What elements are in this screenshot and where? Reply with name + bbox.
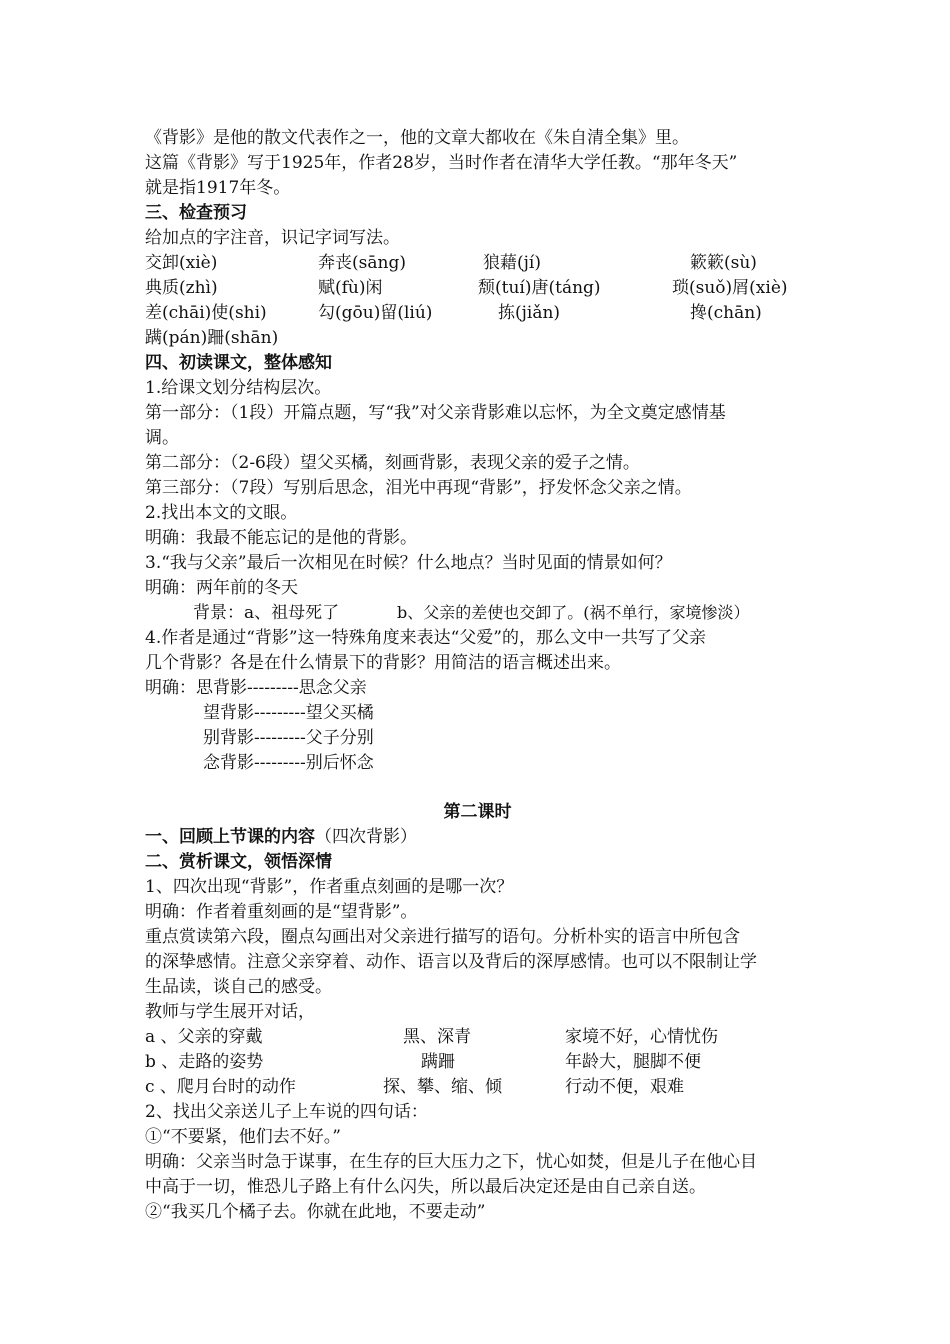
vocab-item: 赋(fù)闲 [318, 278, 383, 298]
table-row [145, 1075, 810, 1099]
body-line: 明确：我最不能忘记的是他的背影。 [145, 528, 417, 548]
body-line: 第二部分：（2-6段）望父买橘，刻画背影，表现父亲的爱子之情。 [145, 453, 640, 473]
table-row [145, 1050, 810, 1074]
body-line: 第一部分：（1段）开篇点题，写“我”对父亲背影难以忘怀，为全文奠定感情基 [145, 403, 726, 423]
vocab-row [145, 251, 810, 275]
heading-note: （四次背影） [315, 827, 417, 847]
vocab-item: 交卸(xiè) [145, 253, 218, 273]
body-line: 第三部分：（7段）写别后思念，泪光中再现“背影”，抒发怀念父亲之情。 [145, 478, 692, 498]
body-line: 1、四次出现“背影”，作者重点刻画的是哪一次？ [145, 877, 514, 897]
answer-line: 明确：思背影---------思念父亲 [145, 678, 367, 698]
instruction-line: 给加点的字注音，识记字词写法。 [145, 228, 400, 248]
background-b: b、父亲的差使也交卸了。(祸不单行，家境惨淡） [397, 603, 750, 622]
vocab-item: 典质(zhì) [145, 278, 218, 298]
table-cell: a 、父亲的穿戴 [145, 1027, 263, 1047]
table-cell: 家境不好，心情忧伤 [565, 1027, 718, 1047]
background-row [145, 601, 810, 625]
vocab-item: 簌簌(sù) [690, 253, 757, 273]
table-cell: b 、走路的姿势 [145, 1052, 264, 1072]
body-line: 1.给课文划分结构层次。 [145, 378, 332, 398]
vocab-row: 蹒(pán)跚(shān) [145, 328, 279, 348]
table-cell: 探、攀、缩、倾 [383, 1077, 502, 1097]
heading-bold: 一、回顾上节课的内容 [145, 827, 315, 847]
intro-line: 这篇《背影》写于1925年，作者28岁，当时作者在清华大学任教。“那年冬天” [145, 153, 738, 173]
body-line: 教师与学生展开对话， [145, 1002, 315, 1022]
background-a: 背景：a、祖母死了 [193, 603, 340, 623]
vocab-item: 狼藉(jí) [483, 253, 541, 273]
vocab-item: 奔丧(sāng) [318, 253, 406, 273]
table-cell: 行动不便，艰难 [565, 1077, 684, 1097]
vocab-row [145, 301, 810, 325]
body-line: ②“我买几个橘子去。你就在此地，不要走动” [145, 1202, 486, 1222]
table-cell: 蹒跚 [421, 1052, 455, 1072]
section-heading: 二、赏析课文，领悟深情 [145, 852, 332, 872]
table-row [145, 1025, 810, 1049]
vocab-item: 拣(jiǎn) [498, 303, 561, 323]
section-heading: 三、检查预习 [145, 203, 247, 223]
body-line: 中高于一切，惟恐儿子路上有什么闪失，所以最后决定还是由自己亲自送。 [145, 1177, 706, 1197]
vocab-item: 差(chāi)使(shi) [145, 303, 267, 323]
body-line: 的深挚感情。注意父亲穿着、动作、语言以及背后的深厚感情。也可以不限制让学 [145, 952, 757, 972]
body-line: ①“不要紧，他们去不好。” [145, 1127, 341, 1147]
body-line: 2.找出本文的文眼。 [145, 503, 298, 523]
table-cell: c 、爬月台时的动作 [145, 1077, 296, 1097]
body-line: 重点赏读第六段，圈点勾画出对父亲进行描写的语句。分析朴实的语言中所包含 [145, 927, 740, 947]
answer-line: 念背影---------别后怀念 [203, 753, 374, 773]
body-line: 调。 [145, 428, 179, 448]
table-cell: 黑、深青 [403, 1027, 471, 1047]
vocab-item: 勾(gōu)留(liú) [318, 303, 433, 323]
intro-line: 《背影》是他的散文代表作之一，他的文章大都收在《朱自清全集》里。 [145, 128, 689, 148]
body-line: 3.“我与父亲”最后一次相见在时候？什么地点？当时见面的情景如何？ [145, 553, 672, 573]
vocab-item: 琐(suǒ)屑(xiè) [672, 278, 788, 298]
body-line: 明确：父亲当时急于谋事，在生存的巨大压力之下，忧心如焚，但是儿子在他心目 [145, 1152, 757, 1172]
body-line: 4.作者是通过“背影”这一特殊角度来表达“父爱”的，那么文中一共写了父亲 [145, 628, 706, 648]
intro-line: 就是指1917年冬。 [145, 178, 291, 198]
answer-line: 望背影---------望父买橘 [203, 703, 374, 723]
body-line: 明确：作者着重刻画的是“望背影”。 [145, 902, 418, 922]
body-line: 明确：两年前的冬天 [145, 578, 298, 598]
vocab-row [145, 276, 810, 300]
table-cell: 年龄大，腿脚不便 [565, 1052, 701, 1072]
vocab-item: 搀(chān) [690, 303, 762, 323]
body-line: 2、找出父亲送儿子上车说的四句话： [145, 1102, 428, 1122]
vocab-item: 颓(tuí)唐(táng) [478, 278, 601, 298]
section-heading: 四、初读课文，整体感知 [145, 353, 332, 373]
section-heading [145, 825, 417, 849]
body-line: 几个背影？各是在什么情景下的背影？用简洁的语言概述出来。 [145, 653, 621, 673]
lesson-title: 第二课时 [443, 802, 512, 822]
body-line: 生品读，谈自己的感受。 [145, 977, 332, 997]
answer-line: 别背影---------父子分别 [203, 728, 374, 748]
